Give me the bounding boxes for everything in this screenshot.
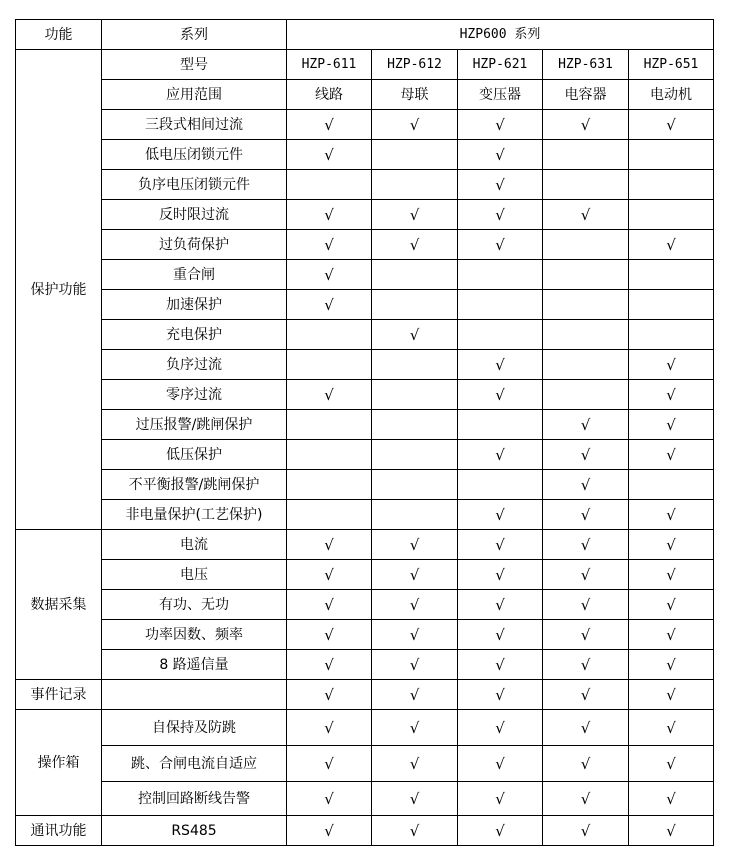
feature-name: 低压保护 <box>102 440 287 470</box>
feature-name: 过负荷保护 <box>102 230 287 260</box>
check-mark: √ <box>372 710 458 746</box>
feature-name <box>102 680 287 710</box>
model-header: HZP-611 <box>287 50 372 80</box>
check-mark: √ <box>372 650 458 680</box>
empty-cell <box>629 200 714 230</box>
check-mark: √ <box>372 782 458 816</box>
header-row-model <box>16 50 714 80</box>
check-mark: √ <box>543 816 629 846</box>
model-label: 型号 <box>102 50 287 80</box>
check-mark: √ <box>629 440 714 470</box>
empty-cell <box>372 260 458 290</box>
check-mark: √ <box>629 710 714 746</box>
feature-name: 负序过流 <box>102 350 287 380</box>
check-mark: √ <box>629 380 714 410</box>
check-mark: √ <box>458 710 543 746</box>
empty-cell <box>458 470 543 500</box>
check-mark: √ <box>543 470 629 500</box>
empty-cell <box>629 260 714 290</box>
check-mark: √ <box>458 170 543 200</box>
check-mark: √ <box>372 320 458 350</box>
check-mark: √ <box>458 560 543 590</box>
check-mark: √ <box>629 782 714 816</box>
category-cell: 操作箱 <box>16 710 102 816</box>
empty-cell <box>372 440 458 470</box>
protection-category: 保护功能 <box>16 50 102 530</box>
check-mark: √ <box>629 350 714 380</box>
check-mark: √ <box>287 620 372 650</box>
application-header: 线路 <box>287 80 372 110</box>
check-mark: √ <box>458 816 543 846</box>
check-mark: √ <box>372 230 458 260</box>
check-mark: √ <box>458 110 543 140</box>
feature-name: 三段式相间过流 <box>102 110 287 140</box>
feature-name: 加速保护 <box>102 290 287 320</box>
feature-name: RS485 <box>102 816 287 846</box>
feature-name: 自保持及防跳 <box>102 710 287 746</box>
feature-name: 过压报警/跳闸保护 <box>102 410 287 440</box>
feature-row <box>16 380 714 410</box>
empty-cell <box>629 170 714 200</box>
check-mark: √ <box>458 140 543 170</box>
feature-name: 反时限过流 <box>102 200 287 230</box>
check-mark: √ <box>287 380 372 410</box>
feature-row <box>16 410 714 440</box>
empty-cell <box>287 470 372 500</box>
check-mark: √ <box>629 746 714 782</box>
check-mark: √ <box>287 782 372 816</box>
check-mark: √ <box>543 620 629 650</box>
empty-cell <box>458 320 543 350</box>
empty-cell <box>458 260 543 290</box>
empty-cell <box>372 290 458 320</box>
empty-cell <box>372 380 458 410</box>
application-header: 变压器 <box>458 80 543 110</box>
check-mark: √ <box>287 650 372 680</box>
empty-cell <box>372 500 458 530</box>
spec-table-body <box>16 20 714 846</box>
check-mark: √ <box>629 560 714 590</box>
feature-row <box>16 620 714 650</box>
feature-row <box>16 440 714 470</box>
check-mark: √ <box>629 500 714 530</box>
check-mark: √ <box>458 650 543 680</box>
feature-row <box>16 200 714 230</box>
empty-cell <box>287 170 372 200</box>
check-mark: √ <box>372 530 458 560</box>
check-mark: √ <box>372 110 458 140</box>
feature-row <box>16 140 714 170</box>
empty-cell <box>543 290 629 320</box>
feature-name: 控制回路断线告警 <box>102 782 287 816</box>
check-mark: √ <box>543 680 629 710</box>
check-mark: √ <box>372 620 458 650</box>
feature-row <box>16 590 714 620</box>
empty-cell <box>287 320 372 350</box>
empty-cell <box>372 350 458 380</box>
feature-row <box>16 710 714 746</box>
empty-cell <box>372 470 458 500</box>
check-mark: √ <box>629 650 714 680</box>
check-mark: √ <box>543 410 629 440</box>
check-mark: √ <box>543 710 629 746</box>
category-cell: 数据采集 <box>16 530 102 680</box>
category-cell: 通讯功能 <box>16 816 102 846</box>
feature-row <box>16 290 714 320</box>
check-mark: √ <box>372 746 458 782</box>
model-header: HZP-651 <box>629 50 714 80</box>
check-mark: √ <box>543 590 629 620</box>
feature-name: 有功、无功 <box>102 590 287 620</box>
check-mark: √ <box>543 746 629 782</box>
check-mark: √ <box>543 650 629 680</box>
empty-cell <box>543 350 629 380</box>
feature-name: 零序过流 <box>102 380 287 410</box>
application-header: 母联 <box>372 80 458 110</box>
check-mark: √ <box>543 782 629 816</box>
check-mark: √ <box>458 500 543 530</box>
check-mark: √ <box>287 110 372 140</box>
header-row-application <box>16 80 714 110</box>
feature-row <box>16 530 714 560</box>
feature-name: 电压 <box>102 560 287 590</box>
check-mark: √ <box>543 110 629 140</box>
feature-name: 电流 <box>102 530 287 560</box>
feature-row <box>16 680 714 710</box>
feature-name: 不平衡报警/跳闸保护 <box>102 470 287 500</box>
feature-row <box>16 746 714 782</box>
feature-row <box>16 170 714 200</box>
empty-cell <box>543 380 629 410</box>
series-header: 系列 <box>102 20 287 50</box>
application-header: 电动机 <box>629 80 714 110</box>
empty-cell <box>287 350 372 380</box>
empty-cell <box>629 140 714 170</box>
feature-row <box>16 230 714 260</box>
model-header: HZP-612 <box>372 50 458 80</box>
empty-cell <box>372 410 458 440</box>
feature-row <box>16 320 714 350</box>
empty-cell <box>287 500 372 530</box>
empty-cell <box>543 320 629 350</box>
empty-cell <box>543 230 629 260</box>
check-mark: √ <box>543 200 629 230</box>
feature-row <box>16 350 714 380</box>
check-mark: √ <box>458 350 543 380</box>
empty-cell <box>543 170 629 200</box>
feature-row <box>16 816 714 846</box>
check-mark: √ <box>287 710 372 746</box>
check-mark: √ <box>287 230 372 260</box>
feature-row <box>16 560 714 590</box>
application-label: 应用范围 <box>102 80 287 110</box>
check-mark: √ <box>458 230 543 260</box>
feature-name: 充电保护 <box>102 320 287 350</box>
feature-row <box>16 110 714 140</box>
feature-row <box>16 500 714 530</box>
check-mark: √ <box>458 530 543 560</box>
empty-cell <box>458 410 543 440</box>
check-mark: √ <box>287 590 372 620</box>
model-header: HZP-621 <box>458 50 543 80</box>
header-row-series <box>16 20 714 50</box>
empty-cell <box>629 320 714 350</box>
empty-cell <box>543 260 629 290</box>
check-mark: √ <box>629 816 714 846</box>
check-mark: √ <box>372 680 458 710</box>
spec-table <box>15 19 714 846</box>
function-header: 功能 <box>16 20 102 50</box>
check-mark: √ <box>287 530 372 560</box>
check-mark: √ <box>629 110 714 140</box>
check-mark: √ <box>543 530 629 560</box>
feature-row <box>16 650 714 680</box>
check-mark: √ <box>629 530 714 560</box>
check-mark: √ <box>458 200 543 230</box>
category-cell: 事件记录 <box>16 680 102 710</box>
feature-name: 低电压闭锁元件 <box>102 140 287 170</box>
check-mark: √ <box>629 590 714 620</box>
empty-cell <box>372 140 458 170</box>
feature-name: 跳、合闸电流自适应 <box>102 746 287 782</box>
check-mark: √ <box>287 200 372 230</box>
check-mark: √ <box>458 746 543 782</box>
check-mark: √ <box>458 440 543 470</box>
feature-name: 8 路遥信量 <box>102 650 287 680</box>
check-mark: √ <box>287 290 372 320</box>
empty-cell <box>543 140 629 170</box>
empty-cell <box>372 170 458 200</box>
check-mark: √ <box>629 410 714 440</box>
series-name: HZP600 系列 <box>287 20 714 50</box>
feature-row <box>16 470 714 500</box>
empty-cell <box>629 470 714 500</box>
check-mark: √ <box>458 620 543 650</box>
check-mark: √ <box>458 380 543 410</box>
feature-name: 重合闸 <box>102 260 287 290</box>
check-mark: √ <box>629 620 714 650</box>
check-mark: √ <box>372 200 458 230</box>
check-mark: √ <box>458 782 543 816</box>
empty-cell <box>287 410 372 440</box>
check-mark: √ <box>629 230 714 260</box>
check-mark: √ <box>287 680 372 710</box>
check-mark: √ <box>372 816 458 846</box>
check-mark: √ <box>287 560 372 590</box>
check-mark: √ <box>372 560 458 590</box>
feature-name: 负序电压闭锁元件 <box>102 170 287 200</box>
empty-cell <box>458 290 543 320</box>
check-mark: √ <box>543 500 629 530</box>
check-mark: √ <box>287 816 372 846</box>
application-header: 电容器 <box>543 80 629 110</box>
check-mark: √ <box>287 140 372 170</box>
check-mark: √ <box>629 680 714 710</box>
feature-name: 非电量保护(工艺保护) <box>102 500 287 530</box>
feature-row <box>16 782 714 816</box>
check-mark: √ <box>372 590 458 620</box>
model-header: HZP-631 <box>543 50 629 80</box>
check-mark: √ <box>458 680 543 710</box>
check-mark: √ <box>287 746 372 782</box>
check-mark: √ <box>287 260 372 290</box>
feature-row <box>16 260 714 290</box>
check-mark: √ <box>458 590 543 620</box>
empty-cell <box>287 440 372 470</box>
check-mark: √ <box>543 440 629 470</box>
empty-cell <box>629 290 714 320</box>
check-mark: √ <box>543 560 629 590</box>
feature-name: 功率因数、频率 <box>102 620 287 650</box>
